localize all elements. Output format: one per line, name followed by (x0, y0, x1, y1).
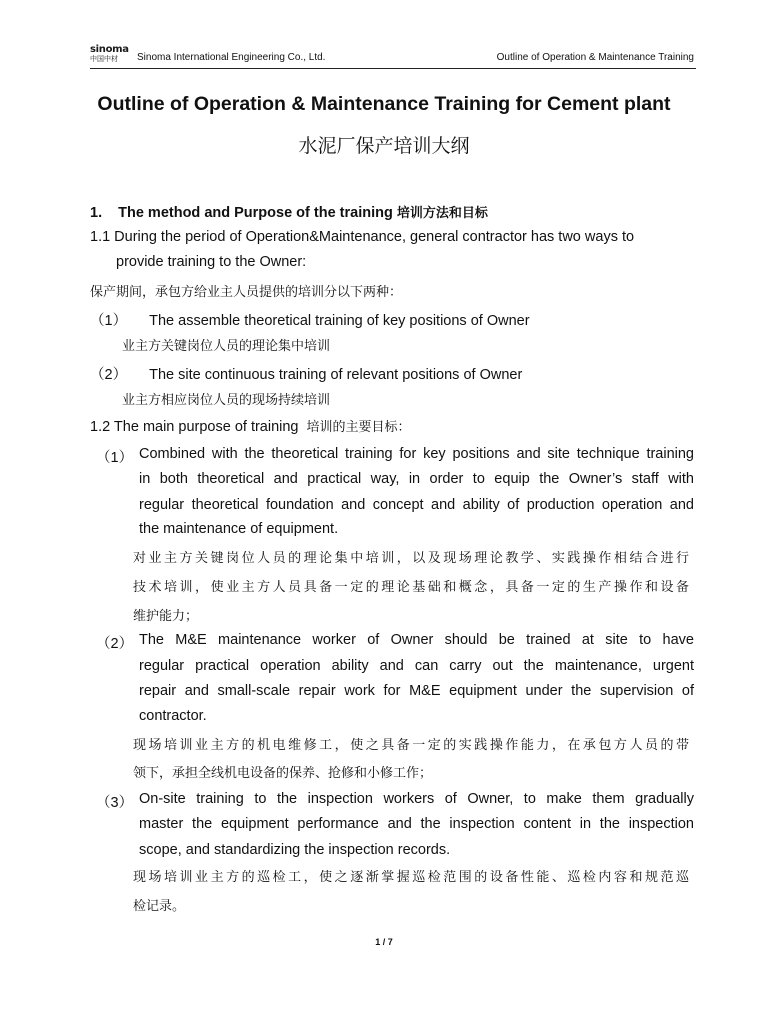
purpose-3-cn-line: 检记录。 (133, 899, 186, 914)
paragraph-1-1-cn: 保产期间，承包方给业主人员提供的培训分以下两种： (90, 285, 403, 300)
purpose-3-cn-line: 现场培训业主方的巡检工，使之逐渐掌握巡检范围的设备性能、巡检内容和规范巡 (133, 870, 689, 885)
purpose-3-line: On-site training to the inspection workers of Owner, to make them gradually (139, 791, 694, 807)
purpose-3-line: master the equipment performance and the inspection content in the inspection (139, 816, 694, 832)
list-item-cn: 业主方相应岗位人员的现场持续培训 (122, 393, 331, 408)
document-title-cn: 水泥厂保产培训大纲 (298, 135, 470, 157)
purpose-2-cn-line: 领下，承担全线机电设备的保养、抢修和小修工作； (133, 766, 433, 781)
purpose-1-cn-line: 维护能力； (133, 609, 199, 624)
sinoma-logo: sinoma 中国中材 (90, 44, 129, 63)
purpose-3-number: （3） (96, 795, 134, 811)
company-name: Sinoma International Engineering Co., Ltd. (137, 52, 326, 63)
paragraph-1-1-line1: 1.1 During the period of Operation&Maintenance, general contractor has two ways to (90, 229, 635, 245)
list-item: （2） The site continuous training of relevant positions of Owner (90, 367, 523, 383)
purpose-1-cn-line: 技术培训，使业主方人员具备一定的理论基础和概念，具备一定的生产操作和设备 (133, 580, 689, 595)
purpose-1-line: Combined with the theoretical training for key positions and site technique training (139, 446, 694, 462)
list-item: （1） The assemble theoretical training of key positions of Owner (90, 313, 530, 329)
purpose-1-number: （1） (96, 450, 134, 466)
purpose-2-line: regular practical operation ability and can carry out the maintenance, urgent (139, 658, 694, 674)
page-header (90, 44, 696, 69)
list-item-cn: 业主方关键岗位人员的理论集中培训 (122, 339, 331, 354)
purpose-1-cn-line: 对业主方关键岗位人员的理论集中培训，以及现场理论教学、实践操作相结合进行 (133, 551, 689, 566)
page-number: 1 / 7 (375, 937, 393, 947)
purpose-2-cn-line: 现场培训业主方的机电维修工，使之具备一定的实践操作能力，在承包方人员的带 (133, 738, 689, 753)
purpose-2-line: The M&E maintenance worker of Owner should be trained at site to have (139, 632, 694, 648)
purpose-3-line: scope, and standardizing the inspection records. (139, 842, 451, 858)
purpose-2-line: contractor. (139, 708, 207, 724)
purpose-2-number: （2） (96, 636, 134, 652)
purpose-1-line: in both theoretical and practical way, in order to equip the Owner’s staff with (139, 471, 694, 487)
paragraph-1-2-heading: 1.2 The main purpose of training 培训的主要目标： (90, 419, 411, 435)
document-title-en: Outline of Operation & Maintenance Training for Cement plant (97, 93, 671, 115)
purpose-1-line: the maintenance of equipment. (139, 521, 339, 537)
header-doc-title: Outline of Operation & Maintenance Training (496, 52, 694, 63)
paragraph-1-1-line2: provide training to the Owner: (116, 254, 307, 270)
purpose-2-line: repair and small-scale repair work for M&E equipment under the supervision of (139, 683, 694, 699)
purpose-1-line: regular theoretical foundation and concept and ability of production operation and (139, 497, 694, 513)
section-1-heading: 1. The method and Purpose of the training 培训方法和目标 (90, 205, 488, 221)
